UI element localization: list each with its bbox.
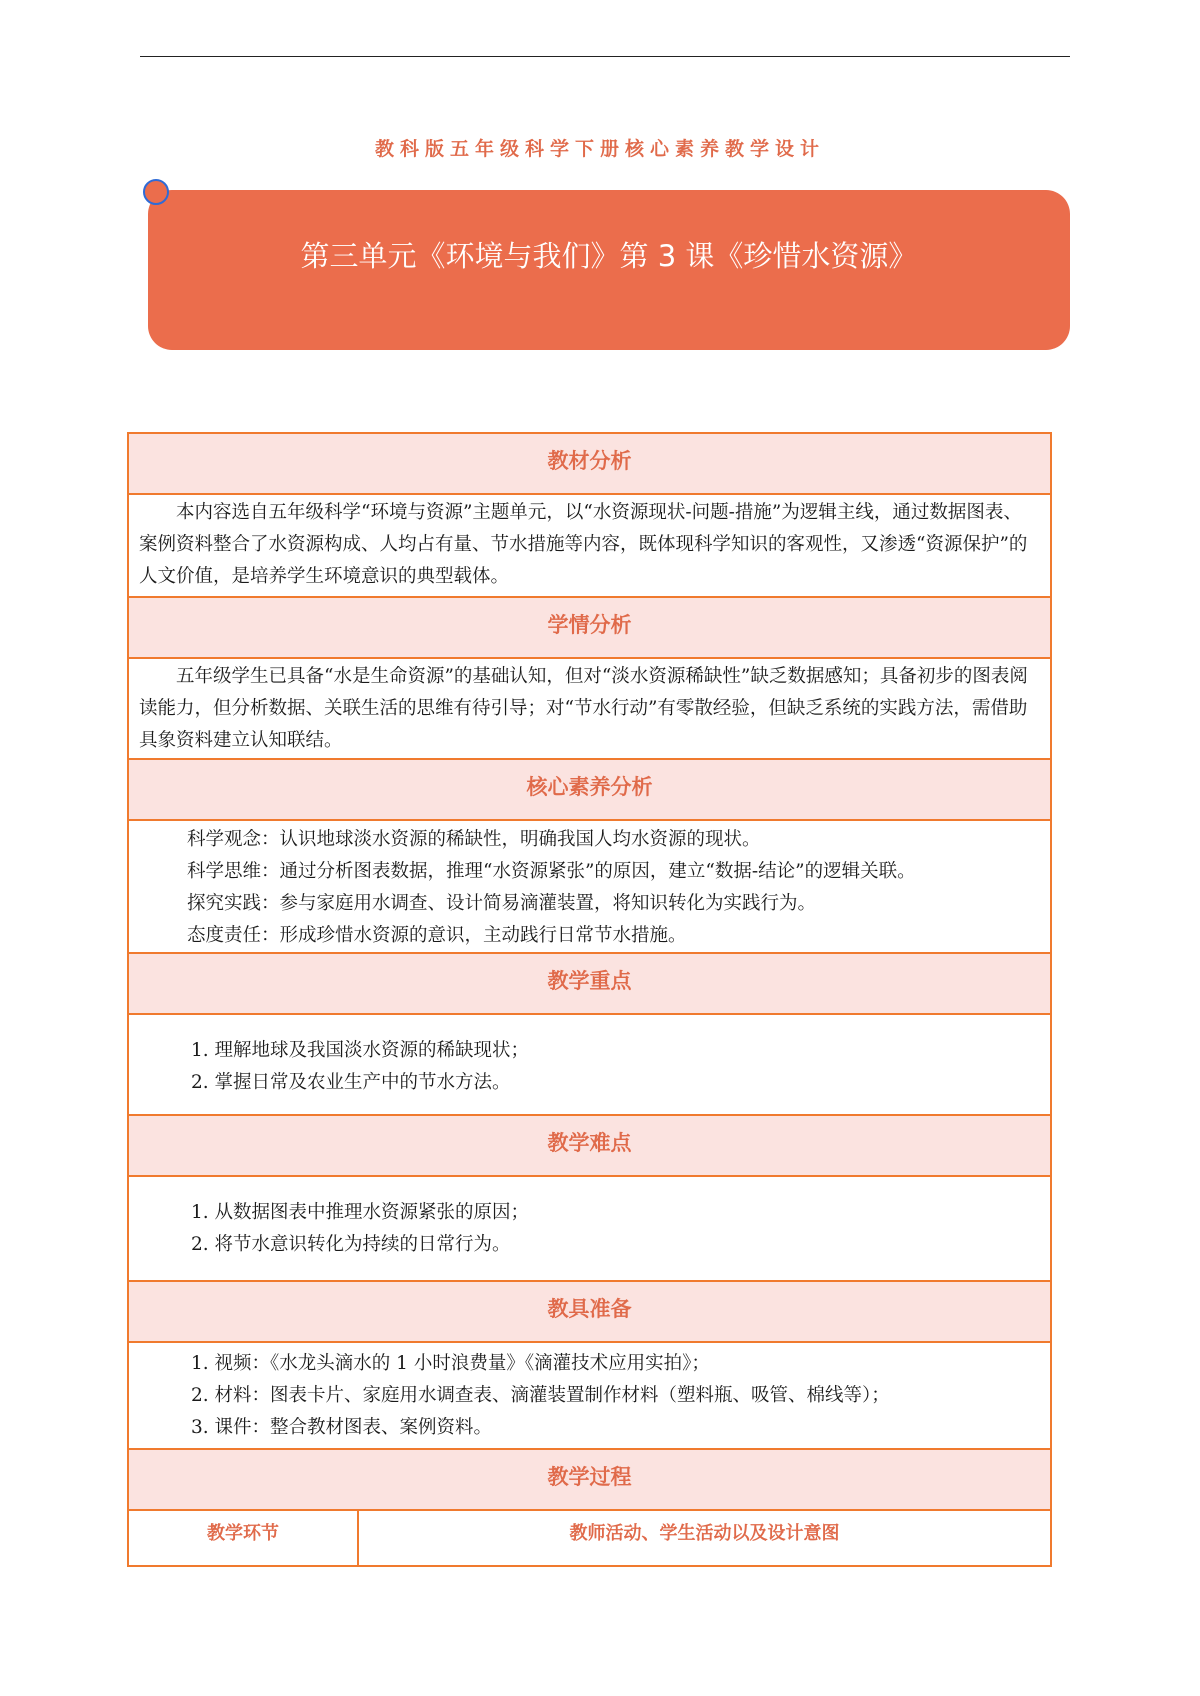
section-heading-process: 教学过程 [129,1450,1050,1511]
document-subtitle: 教科版五年级科学下册核心素养教学设计 [374,138,825,160]
key-point-item: 1. 理解地球及我国淡水资源的稀缺现状； [191,1040,530,1061]
process-header-row [129,1511,1050,1565]
material-item: 2. 材料：图表卡片、家庭用水调查表、滴灌装置制作材料（塑料瓶、吸管、棉线等）； [191,1385,890,1406]
literacy-line: 科学观念：认识地球淡水资源的稀缺性，明确我国人均水资源的现状。 [187,829,761,850]
section-heading-key-points: 教学重点 [129,954,1050,1015]
key-point-item: 2. 掌握日常及农业生产中的节水方法。 [191,1072,511,1093]
section-heading-materials: 教具准备 [129,1282,1050,1343]
section-body-difficulties [129,1177,1050,1282]
difficulty-item: 2. 将节水意识转化为持续的日常行为。 [191,1234,511,1255]
section-heading-literacy: 核心素养分析 [129,760,1050,821]
textbook-analysis-text: 本内容选自五年级科学“环境与资源”主题单元，以“水资源现状-问题-措施”为逻辑主线，通过数据图表、案例资料整合了水资源构成、人均占有量、节水措施等内容，既体现科学知识的客观性，又渗透“资源保护”的人文价值，是培养学生环境意识的典型载体。 [139,502,1028,587]
process-column-activities: 教师活动、学生活动以及设计意图 [569,1523,840,1544]
process-column-stage: 教学环节 [129,1511,359,1565]
section-body-materials [129,1343,1050,1450]
literacy-line: 科学思维：通过分析图表数据，推理“水资源紧张”的原因，建立“数据-结论”的逻辑关联。 [187,861,916,882]
material-item: 3. 课件：整合教材图表、案例资料。 [191,1417,493,1438]
section-body-literacy [129,821,1050,954]
difficulty-item: 1. 从数据图表中推理水资源紧张的原因； [191,1202,530,1223]
literacy-line: 探究实践：参与家庭用水调查、设计简易滴灌装置，将知识转化为实践行为。 [187,893,817,914]
student-analysis-text: 五年级学生已具备“水是生命资源”的基础认知，但对“淡水资源稀缺性”缺乏数据感知；具备初步的图表阅读能力，但分析数据、关联生活的思维有待引导；对“节水行动”有零散经验，但缺乏系统的实践方法，需借助具象资料建立认知联结。 [139,666,1028,751]
literacy-line: 态度责任：形成珍惜水资源的意识，主动践行日常节水措施。 [187,925,687,946]
section-body-students [129,659,1050,760]
lesson-plan-table [127,432,1052,1567]
material-item: 1. 视频：《水龙头滴水的 1 小时浪费量》《滴灌技术应用实拍》； [191,1353,710,1374]
section-heading-difficulties: 教学难点 [129,1116,1050,1177]
banner-dot [143,179,169,205]
section-body-textbook [129,495,1050,598]
page-title: 第三单元《环境与我们》第 3 课《珍惜水资源》 [300,239,918,273]
title-banner [148,190,1070,350]
section-heading-students: 学情分析 [129,598,1050,659]
section-body-key-points [129,1015,1050,1116]
section-heading-textbook: 教材分析 [129,434,1050,495]
top-rule [140,56,1070,57]
